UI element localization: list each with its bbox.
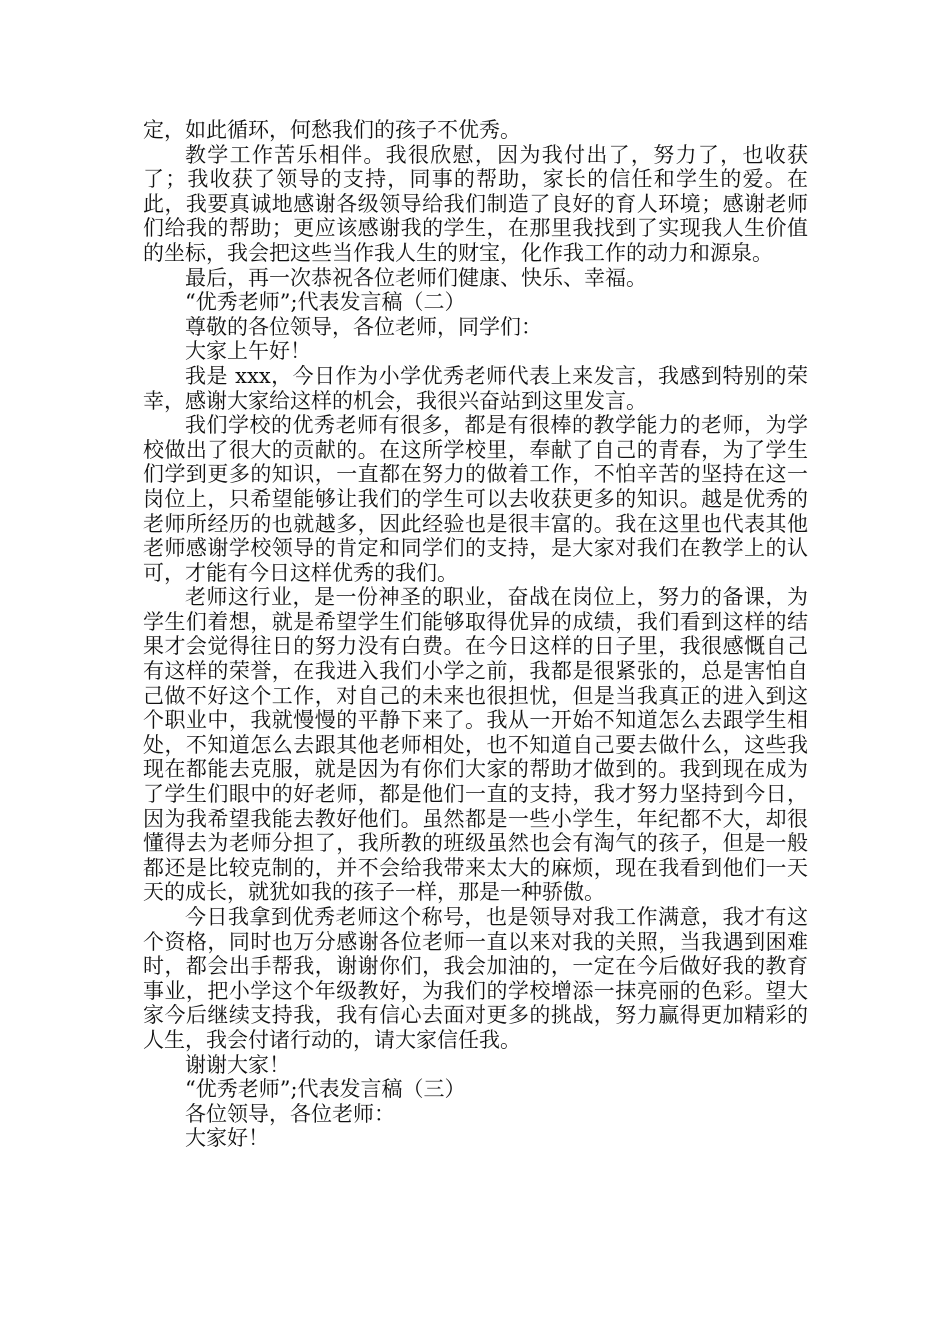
salutation-three: 各位领导，各位老师： <box>185 1101 395 1126</box>
paragraph-closing-wishes: 最后，再一次恭祝各位老师们健康、快乐、幸福。 <box>185 265 647 290</box>
greeting-two: 大家上午好！ <box>185 339 311 364</box>
paragraph-continuation: 定，如此循环，何愁我们的孩子不优秀。 <box>143 118 521 142</box>
paragraph-introduction: 我是 xxx，今日作为小学优秀老师代表上来发言，我感到特别的荣幸，感谢大家给这样的机会，我很兴奋站到这里发言。 <box>143 363 808 413</box>
paragraph-profession: 老师这行业，是一份神圣的职业，奋战在岗位上，努力的备课，为学生们着想，就是希望学生们能够取得优异的成绩，我们看到这样的结果才会觉得往日的努力没有白费。在今日这样的日子里，我很感慨自己有这样的荣誉，在我进入我们小学之前，我都是很紧张的，总是害怕自己做不好这个工作，对自己的未来也很担忧，但是当我真正的进入到这个职业中，我就慢慢的平静下来了。我从一开始不知道怎么去跟学生相处，不知道怎么去跟其他老师相处，也不知道自己要去做什么，这些我现在都能去克服，就是因为有你们大家的帮助才做到的。我到现在成为了学生们眼中的好老师，都是他们一直的支持，我才努力坚持到今日，因为我希望我能去教好他们。虽然都是一些小学生，年纪都不大，却很懂得去为老师分担了，我所教的班级虽然也会有淘气的孩子，但是一般都还是比较克制的，并不会给我带来太大的麻烦，现在我看到他们一天天的成长，就犹如我的孩子一样，那是一种骄傲。 <box>143 585 808 905</box>
greeting-three: 大家好！ <box>185 1126 269 1151</box>
section-heading-three: “优秀老师”;代表发言稿（三） <box>185 1077 466 1102</box>
paragraph-school-teachers: 我们学校的优秀老师有很多，都是有很棒的教学能力的老师，为学校做出了很大的贡献的。在这所学校里，奉献了自己的青春，为了学生们学到更多的知识，一直都在努力的做着工作，不怕辛苦的坚持在这一岗位上，只希望能够让我们的学生可以去收获更多的知识。越是优秀的老师所经历的也就越多，因此经验也是很丰富的。我在这里也代表其他老师感谢学校领导的肯定和同学们的支持，是大家对我们在教学上的认可，才能有今日这样优秀的我们。 <box>143 413 808 585</box>
section-heading-two: “优秀老师”;代表发言稿（二） <box>185 290 466 315</box>
salutation-two: 尊敬的各位领导，各位老师，同学们： <box>185 314 542 339</box>
thanks-line: 谢谢大家！ <box>185 1052 290 1077</box>
paragraph-gratitude: 教学工作苦乐相伴。我很欣慰，因为我付出了，努力了，也收获了；我收获了领导的支持，同事的帮助，家长的信任和学生的爱。在此，我要真诚地感谢各级领导给我们制造了良好的育人环境；感谢老师们给我的帮助；更应该感谢我的学生，在那里我找到了实现我人生价值的坐标，我会把这些当作我人生的财宝，化作我工作的动力和源泉。 <box>143 142 808 265</box>
document-page <box>143 118 808 1151</box>
paragraph-award: 今日我拿到优秀老师这个称号，也是领导对我工作满意，我才有这个资格，同时也万分感谢各位老师一直以来对我的关照，当我遇到困难时，都会出手帮我，谢谢你们，我会加油的，一定在今后做好我的教育事业，把小学这个年级教好，为我们的学校增添一抹亮丽的色彩。望大家今后继续支持我，我有信心去面对更多的挑战，努力赢得更加精彩的人生，我会付诸行动的，请大家信任我。 <box>143 905 808 1052</box>
